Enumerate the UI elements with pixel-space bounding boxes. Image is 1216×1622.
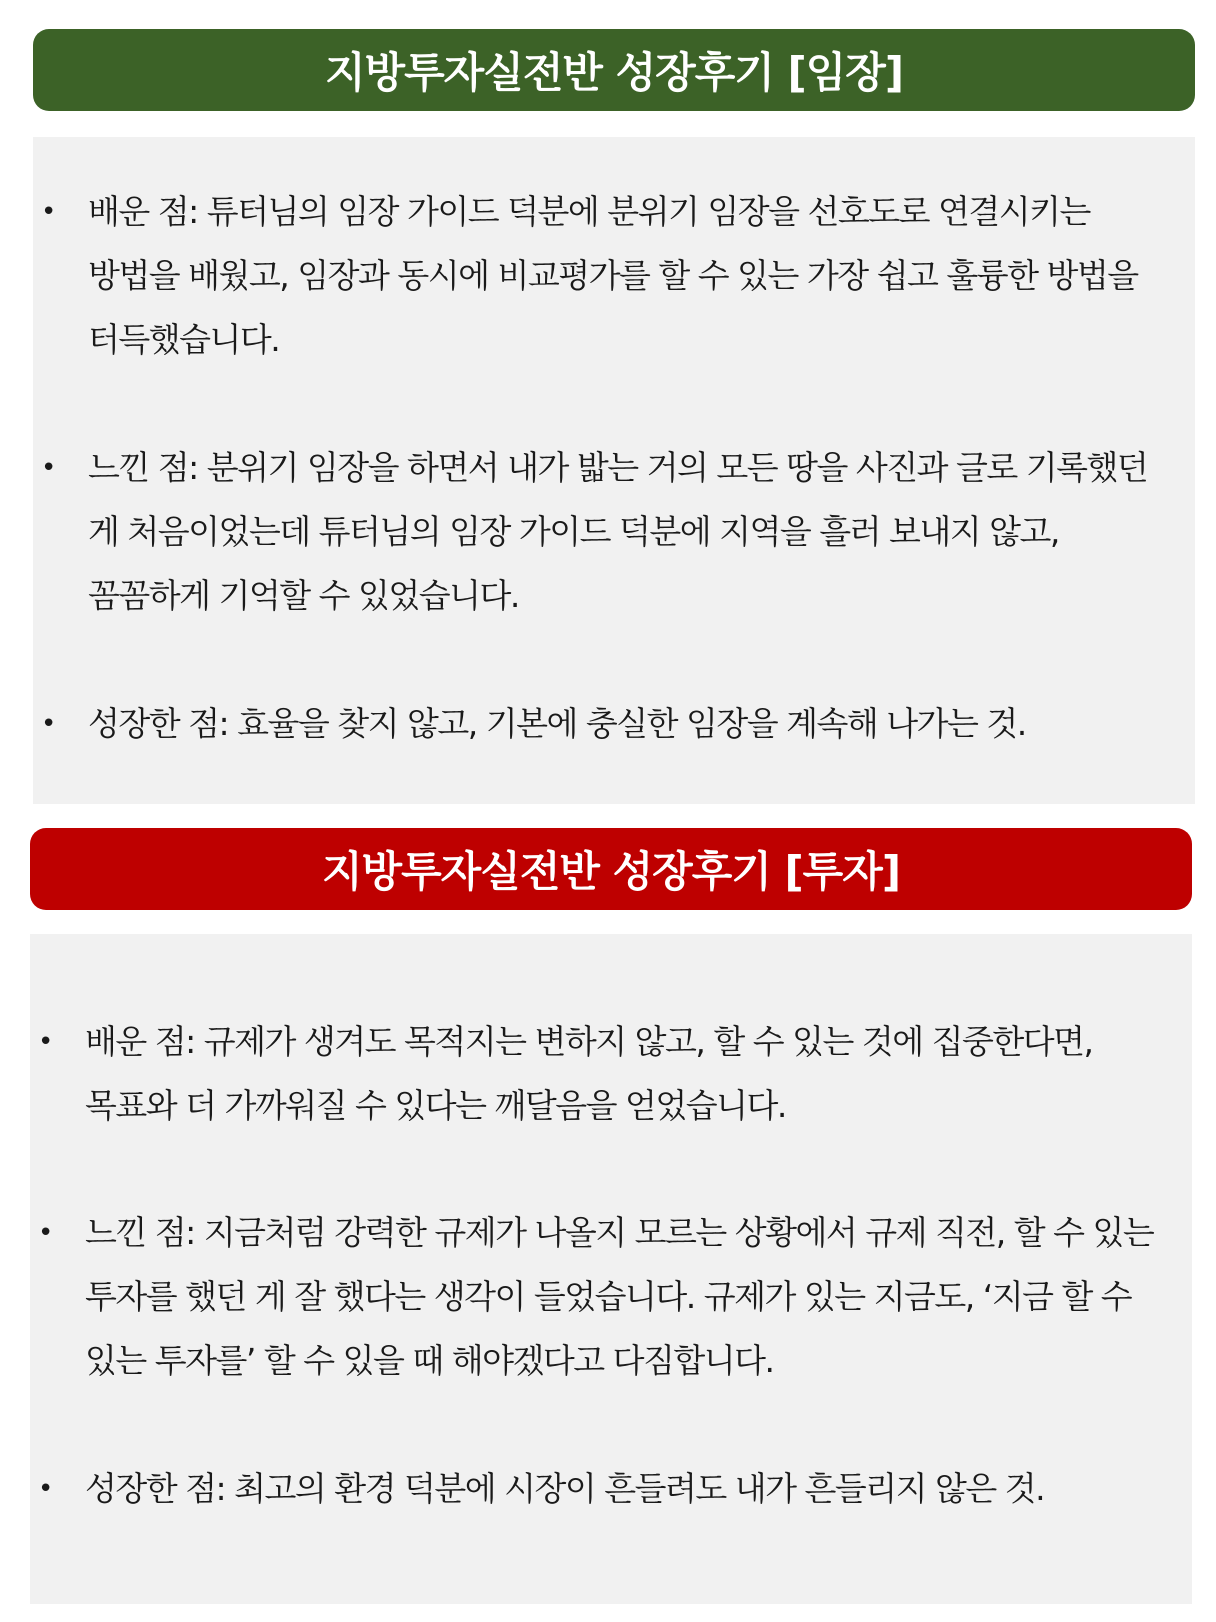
section-title: 지방투자실전반 성장후기 [투자] [321, 847, 901, 896]
section-title-banner-imjang [33, 29, 1195, 111]
bullet-icon: • [41, 709, 57, 739]
review-text-felt: 느낀 점: 지금처럼 강력한 규제가 나올지 모르는 상황에서 규제 직전, 할 수 있는 투자를 했던 게 잘 했다는 생각이 들었습니다. 규제가 있는 지금도, ‘지금 할 수 있는 투자를’ 할 수 있을 때 해야겠다고 다짐합니다. [85, 1213, 1154, 1380]
section-title: 지방투자실전반 성장후기 [임장] [324, 48, 904, 97]
bullet-icon: • [41, 453, 57, 483]
review-panel-tuja [30, 934, 1192, 1604]
review-text-grew: 성장한 점: 최고의 환경 덕분에 시장이 흔들려도 내가 흔들리지 않은 것. [85, 1469, 1045, 1508]
review-panel-imjang [33, 137, 1195, 804]
bullet-icon: • [38, 1218, 54, 1248]
bullet-icon: • [38, 1474, 54, 1504]
review-text-learned: 배운 점: 규제가 생겨도 목적지는 변하지 않고, 할 수 있는 것에 집중한다면, 목표와 더 가까워질 수 있다는 깨달음을 얻었습니다. [85, 1022, 1093, 1125]
review-text-learned: 배운 점: 튜터님의 임장 가이드 덕분에 분위기 임장을 선호도로 연결시키는 방법을 배웠고, 임장과 동시에 비교평가를 할 수 있는 가장 쉽고 훌륭한 방법을 터득했습니다. [88, 192, 1138, 359]
section-title-banner-tuja [30, 828, 1192, 910]
review-text-felt: 느낀 점: 분위기 임장을 하면서 내가 밟는 거의 모든 땅을 사진과 글로 기록했던 게 처음이었는데 튜터님의 임장 가이드 덕분에 지역을 흘러 보내지 않고, 꼼꼼하게 기억할 수 있었습니다. [88, 448, 1148, 615]
bullet-icon: • [38, 1027, 54, 1057]
bullet-icon: • [41, 197, 57, 227]
review-text-grew: 성장한 점: 효율을 찾지 않고, 기본에 충실한 임장을 계속해 나가는 것. [88, 704, 1026, 743]
